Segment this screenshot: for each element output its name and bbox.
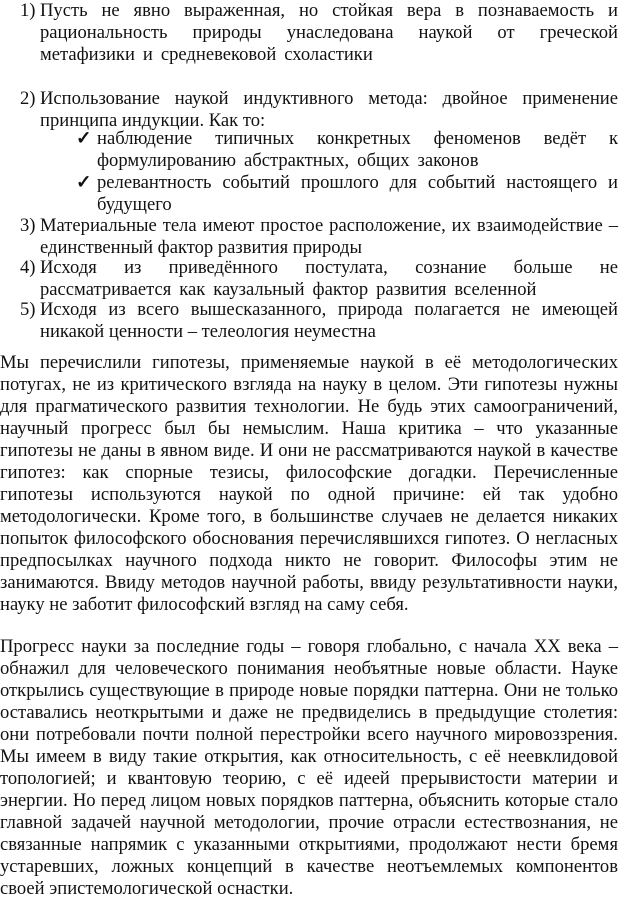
list-item-3 bbox=[20, 215, 618, 259]
checkmark-icon: ✓ bbox=[76, 172, 92, 193]
list-number: 5) bbox=[20, 299, 36, 320]
list-number: 4) bbox=[20, 257, 36, 278]
sublist-item-1 bbox=[76, 128, 618, 172]
sublist-item-2 bbox=[76, 172, 618, 216]
list-item-1 bbox=[20, 0, 618, 66]
list-item-text: Материальные тела имеют простое расположение, их взаимодействие – единственный фактор развития природы bbox=[40, 215, 618, 258]
list-number: 2) bbox=[20, 88, 36, 109]
list-item-text: Исходя из всего вышесказанного, природа полагается не имеющей никакой ценности – телеология неуместна bbox=[40, 299, 618, 342]
list-item-5 bbox=[20, 299, 618, 343]
paragraph-1: Мы перечислили гипотезы, применяемые наукой в её методологических потугах, не из критического взгляда на науку в целом. Эти гипотезы нужны для прагматического развития технологии. Не будь этих самоограничений, научный прогресс был бы немыслим. Наша критика – что указанные гипотезы не даны в явном виде. И они не рассматриваются наукой в качестве гипотез: как спорные тезисы, философские догадки. Перечисленные гипотезы используются наукой по одной причине: ей так удобно методологически. Кроме того, в большинстве случаев не делается никаких попыток философского обоснования перечислявшихся гипотез. О негласных предпосылках научного подхода никто не говорит. Философы этим не занимаются. Ввиду методов научной работы, ввиду результативности науки, науку не заботит философский взгляд на саму себя. bbox=[0, 352, 618, 615]
paragraph-2: Прогресс науки за последние годы – говоря глобально, с начала XX века – обнажил для человеческого понимания необъятные новые области. Науке открылись существующие в природе новые порядки паттерна. Они не только оставались неоткрытыми и даже не предвиделись в предыдущие столетия: они потребовали почти полной перестройки всего научного мировоззрения. Мы имеем в виду такие открытия, как относительность, с её неевклидовой топологией; и квантовую теорию, с её идеей прерывистости материи и энергии. Но перед лицом новых порядков паттерна, объяснить которые стало главной задачей научной методологии, прочие отрасли естествознания, не связанные напрямик с указанными открытиями, продолжают нести бремя устаревших, ложных концепций в качестве неотъемлемых компонентов своей эпистемологической оснастки. bbox=[0, 636, 618, 899]
list-item-2 bbox=[20, 88, 618, 132]
list-item-text: Исходя из приведённого постулата, сознание больше не рассматривается как каузальный фактор развития вселенной bbox=[40, 257, 618, 300]
list-item-4 bbox=[20, 257, 618, 301]
list-number: 1) bbox=[20, 0, 36, 21]
sublist-item-text: наблюдение типичных конкретных феноменов ведёт к формулированию абстрактных, общих законов bbox=[97, 128, 618, 171]
checkmark-icon: ✓ bbox=[76, 128, 92, 149]
list-item-text: Пусть не явно выраженная, но стойкая вера в познаваемость и рациональность природы унаследована наукой от греческой метафизики и средневековой схоластики bbox=[40, 0, 618, 65]
list-number: 3) bbox=[20, 215, 36, 236]
list-item-text: Использование наукой индуктивного метода: двойное применение принципа индукции. Как то: bbox=[40, 88, 618, 131]
sublist-item-text: релевантность событий прошлого для событий настоящего и будущего bbox=[97, 172, 618, 215]
